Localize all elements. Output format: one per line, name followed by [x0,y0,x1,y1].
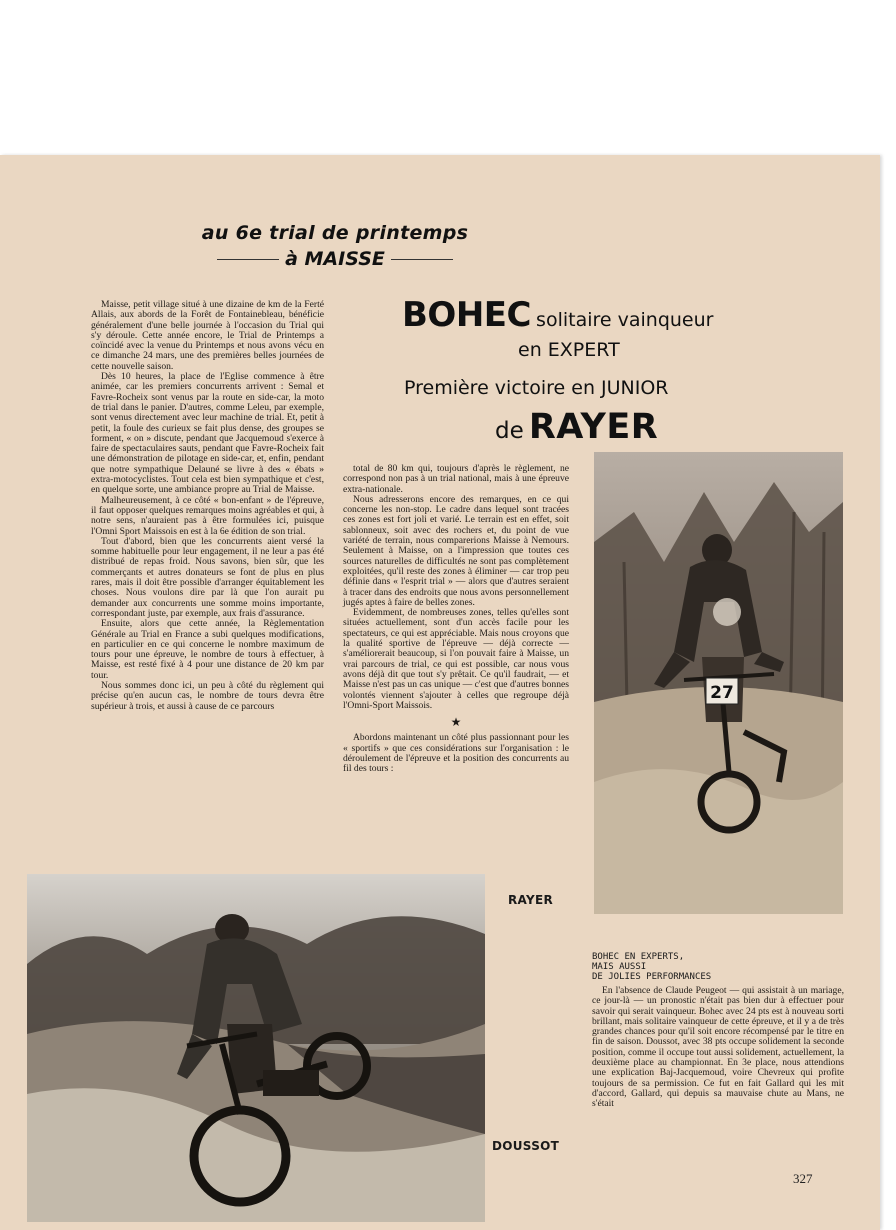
column-2-paragraph: Evidemment, de nombreuses zones, telles qu'elles sont situées actuellement, sont d'un accès facile pour les spectateurs, ce qui est appréciable. Mais nous croyons que la qualité sportive de l'épreuve — déjà correcte — s'améliorerait beaucoup, si l'on pouvait faire à Maisse, un vrai parcours de trial, ce qui est possible, car nous vous avons déjà dit que tout s'y prêtait. Ce qu'il faudrait, — et Maisse n'est pas un cas unique — c'est que d'autres bonnes volontés viennent s'ajouter à celles que regroupe déjà l'Omni-Sport Maissois. [343,607,569,711]
column-2-paragraph: Abordons maintenant un côté plus passionnant pour les « sportifs » que ces considérations sur l'organisation : le déroulement de l'épreuve et la position des concurrents au fil des tours : [343,732,569,775]
photo-caption-rayer: RAYER [508,893,554,907]
article-column-3 [592,986,844,1110]
section-star: ★ [450,715,462,730]
headline-bohec: BOHEC [402,295,531,335]
subheading-line: BOHEC EN EXPERTS, [592,952,685,962]
column-1-paragraph: Dès 10 heures, la place de l'Eglise commence à être animée, car les premiers concurrents arrivent : Semal et Favre-Rocheix sont venus par la route en side-car, la moto de trial dans le panier. D'autres, comme Leleu, par exemple, sont venus directement avec leur machine de trial. Et, petit à petit, la foule des curieux se fait plus dense, des groupes se forment, « on » discute, pendant que Jacquemoud s'exerce à faire de spectaculaires sauts, pendant que Favre-Rocheix fait une démonstration de pilotage en side-car, et, enfin, pendant que notre sympathique Delauné se livre à des « ébats » extra-motocyclistes. Tout cela est bien sympathique et c'est, en quelque sorte, une ambiance propre au Trial de Maisse. [91,371,324,496]
overtitle-rule-left [217,259,279,260]
overtitle-line-2: à MAISSE [285,248,385,270]
page-number: 327 [793,1171,813,1186]
headline-line-4 [495,407,658,447]
article-column-1 [91,300,324,712]
headline-rayer: RAYER [528,407,659,447]
column-1-paragraph: Nous sommes donc ici, un peu à côté du règlement qui précise qu'en aucun cas, le nombre de tours devra être supérieur à trois, et aussi à cause de ce parcours [91,679,324,712]
column-2-paragraph: Nous adresserons encore des remarques, en ce qui concerne les non-stop. Le cadre dans lequel sont tracées ces zones est fort joli et varié. Le terrain est en effet, soit sablonneux, soit avec des rochers et, du point de vue variété de terrain, nous comparerions Maisse à Nemours. Seulement à Maisse, on a l'impression que toutes ces sources naturelles de difficultés ne sont pas complètement exploitées, qu'il reste des zones à éliminer — car trop peu définie dans « l'esprit trial » — alors que d'autres seraient à tracer dans des endroits que nous avons personnellement jugés aptes à faire de belles zones. [343,493,569,608]
subheading-line: MAIS AUSSI [592,962,647,972]
column-1-paragraph: Ensuite, alors que cette année, la Règlementation Générale au Trial en France a subi quelques modifications, en particulier en ce qui concerne le nombre maximum de tours pour une épreuve, le nombre de tours à effectuer, à Maisse, est resté fixé à 4 pour une distance de 20 km par tour. [91,618,324,681]
overtitle-rule-right [391,259,453,260]
subheading-line: DE JOLIES PERFORMANCES [592,972,712,982]
overtitle-line-2-row [120,248,550,270]
headline-solitaire: solitaire vainqueur [536,309,714,331]
column-3-paragraph: En l'absence de Claude Peugeot — qui assistait à un mariage, ce jour-là — un pronostic n'était pas bien dur à effectuer pour savoir qui serait vainqueur. Bohec avec 24 pts est à nouveau sorti brillant, mais solitaire vainqueur de cette épreuve, et il y a de très grandes chances pour qu'il soit encore récompensé par le titre en fin de saison. Doussot, avec 38 pts occupe solidement la seconde position, comme il occupe tout aussi solidement, actuellement, la deuxième place au championnat. En 3e place, nous attendions une explication Baj-Jacquemoud, voire Chevreux qui profite toujours de sa permission. Ce fut en fait Gallard qui les mit d'accord, Gallard, qui depuis sa mauvaise chute au Mans, ne s'était [592,985,844,1110]
article-column-2 [343,464,569,775]
headline-line-2: en EXPERT [518,339,620,361]
section-subheading [592,952,852,982]
headline-line-3: Première victoire en JUNIOR [404,377,669,399]
column-1-paragraph: Malheureusement, à ce côté « bon-enfant » de l'épreuve, il faut opposer quelques remarques moins agréables et qui, à notre sens, n'auraient pas à être formulées ici, puisque l'Omni Sport Maissois en est à la 6e édition de son trial. [91,494,324,537]
article-overtitle [120,222,550,270]
rider-number: 27 [710,683,734,703]
headline-line-1 [402,295,713,335]
photo-rayer [594,452,843,914]
overtitle-line-1: au 6e trial de printemps [201,222,469,244]
column-2-paragraph: total de 80 km qui, toujours d'après le règlement, ne correspond non pas à un trial national, mais à une épreuve extra-nationale. [343,463,569,495]
photo-caption-doussot: DOUSSOT [492,1139,560,1153]
headline-de: de [495,418,524,444]
photo-doussot [27,874,485,1222]
column-1-paragraph: Maisse, petit village situé à une dizaine de km de la Ferté Allais, aux abords de la Forêt de Fontainebleau, bénéficie généralement d'une belle journée à l'occasion du Trial qui s'y déroule. Cette année encore, le Trial de Printemps a coïncidé avec la venue du Printemps et nous avons vécu en ce dimanche 24 mars, une des premières belles journées de cette nouvelle saison. [91,299,324,372]
column-1-paragraph: Tout d'abord, bien que les concurrents aient versé la somme habituelle pour leur engagement, il ne leur a pas été distribué de repas froid. Nous savons, bien sûr, que les commerçants et autres donateurs se font de plus en plus rares, mais il doit être possible d'arranger équitablement les choses. Nous voulons dire par là que l'on aurait pu demander aux concurrents une somme moins importante, correspondant juste, par exemple, aux frais d'assurance. [91,535,324,619]
